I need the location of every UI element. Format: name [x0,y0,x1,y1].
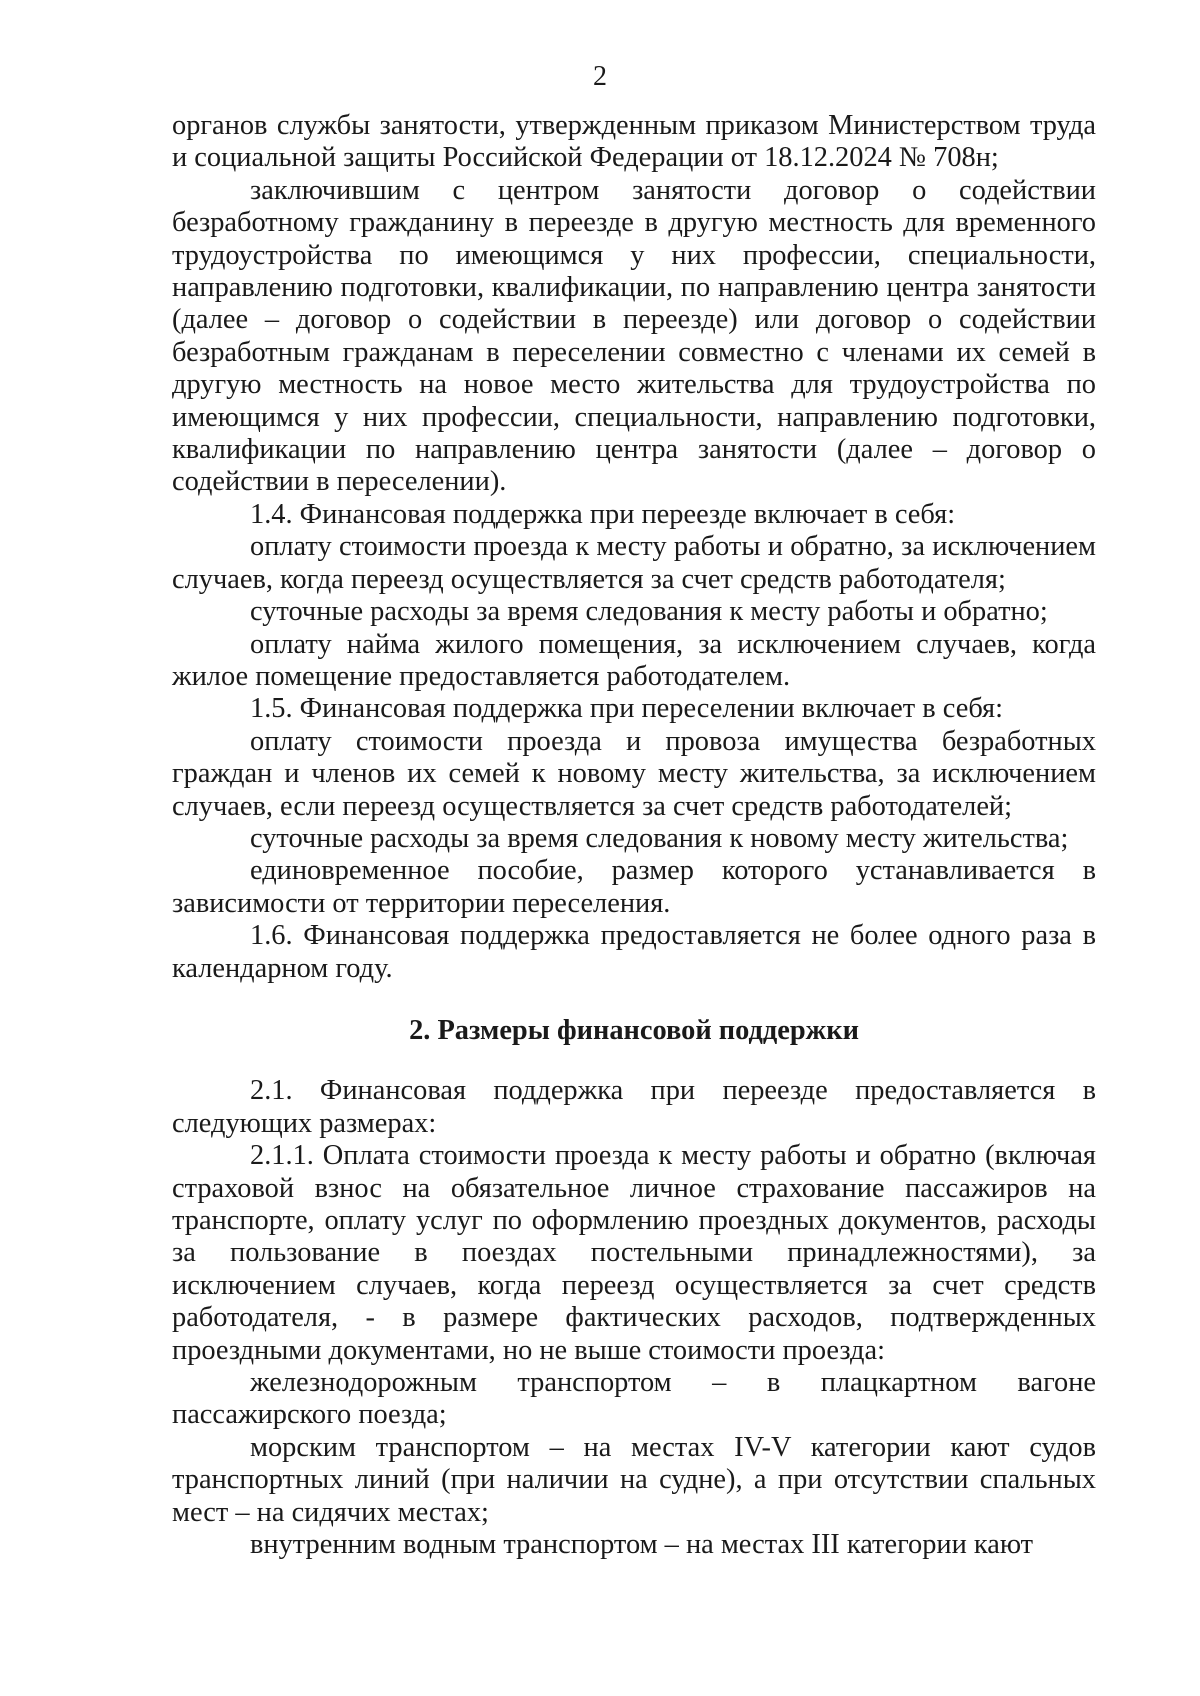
paragraph: оплату стоимости проезда и провоза имущества безработных граждан и членов их семей к новому месту жительства, за исключением случаев, если переезд осуществляется за счет средств работодателей; [172,725,1096,822]
paragraph: оплату найма жилого помещения, за исключением случаев, когда жилое помещение предоставляется работодателем. [172,628,1096,692]
paragraph: заключившим с центром занятости договор о содействии безработному гражданину в переезде в другую местность для временного трудоустройства по имеющимся у них профессии, специальности, направлению подготовки, квалификации, по направлению центра занятости (далее – договор о содействии в переезде) или договор о содействии безработным гражданам в переселении совместно с членами их семей в другую местность на новое место жительства для трудоустройства по имеющимся у них профессии, специальности, направлению подготовки, квалификации по направлению центра занятости (далее – договор о содействии в переселении). [172,174,1096,498]
clause-2-1: 2.1. Финансовая поддержка при переезде предоставляется в следующих размерах: [172,1075,1096,1139]
document-body [172,110,1096,1561]
paragraph: суточные расходы за время следования к новому месту жительства; [250,822,1069,854]
paragraph: внутренним водным транспортом – на местах III категории кают [250,1529,1034,1561]
section-heading: 2. Размеры финансовой поддержки [409,1014,859,1046]
page-number: 2 [593,61,607,92]
paragraph: оплату стоимости проезда к месту работы и обратно, за исключением случаев, когда переезд осуществляется за счет средств работодателя; [172,531,1096,595]
paragraph: суточные расходы за время следования к месту работы и обратно; [250,596,1048,628]
clause-1-6: 1.6. Финансовая поддержка предоставляется не более одного раза в календарном году. [172,920,1096,984]
clause-2-1-1: 2.1.1. Оплата стоимости проезда к месту работы и обратно (включая страховой взнос на обязательное личное страхование пассажиров на транспорте, оплату услуг по оформлению проездных документов, расходы за пользование в поездах постельными принадлежностями), за исключением случаев, когда переезд осуществляется за счет средств работодателя, - в размере фактических расходов, подтвержденных проездными документами, но не выше стоимости проезда: [172,1140,1096,1366]
paragraph: железнодорожным транспортом – в плацкартном вагоне пассажирского поезда; [172,1367,1096,1431]
paragraph: морским транспортом – на местах IV-V категории кают судов транспортных линий (при наличии на судне), а при отсутствии спальных мест – на сидячих местах; [172,1431,1096,1528]
clause-1-5: 1.5. Финансовая поддержка при переселении включает в себя: [250,693,1004,725]
paragraph: органов службы занятости, утвержденным приказом Министерством труда и социальной защиты Российской Федерации от 18.12.2024 № 708н; [172,110,1096,174]
paragraph: единовременное пособие, размер которого устанавливается в зависимости от территории переселения. [172,855,1096,919]
clause-1-4: 1.4. Финансовая поддержка при переезде включает в себя: [250,498,956,530]
